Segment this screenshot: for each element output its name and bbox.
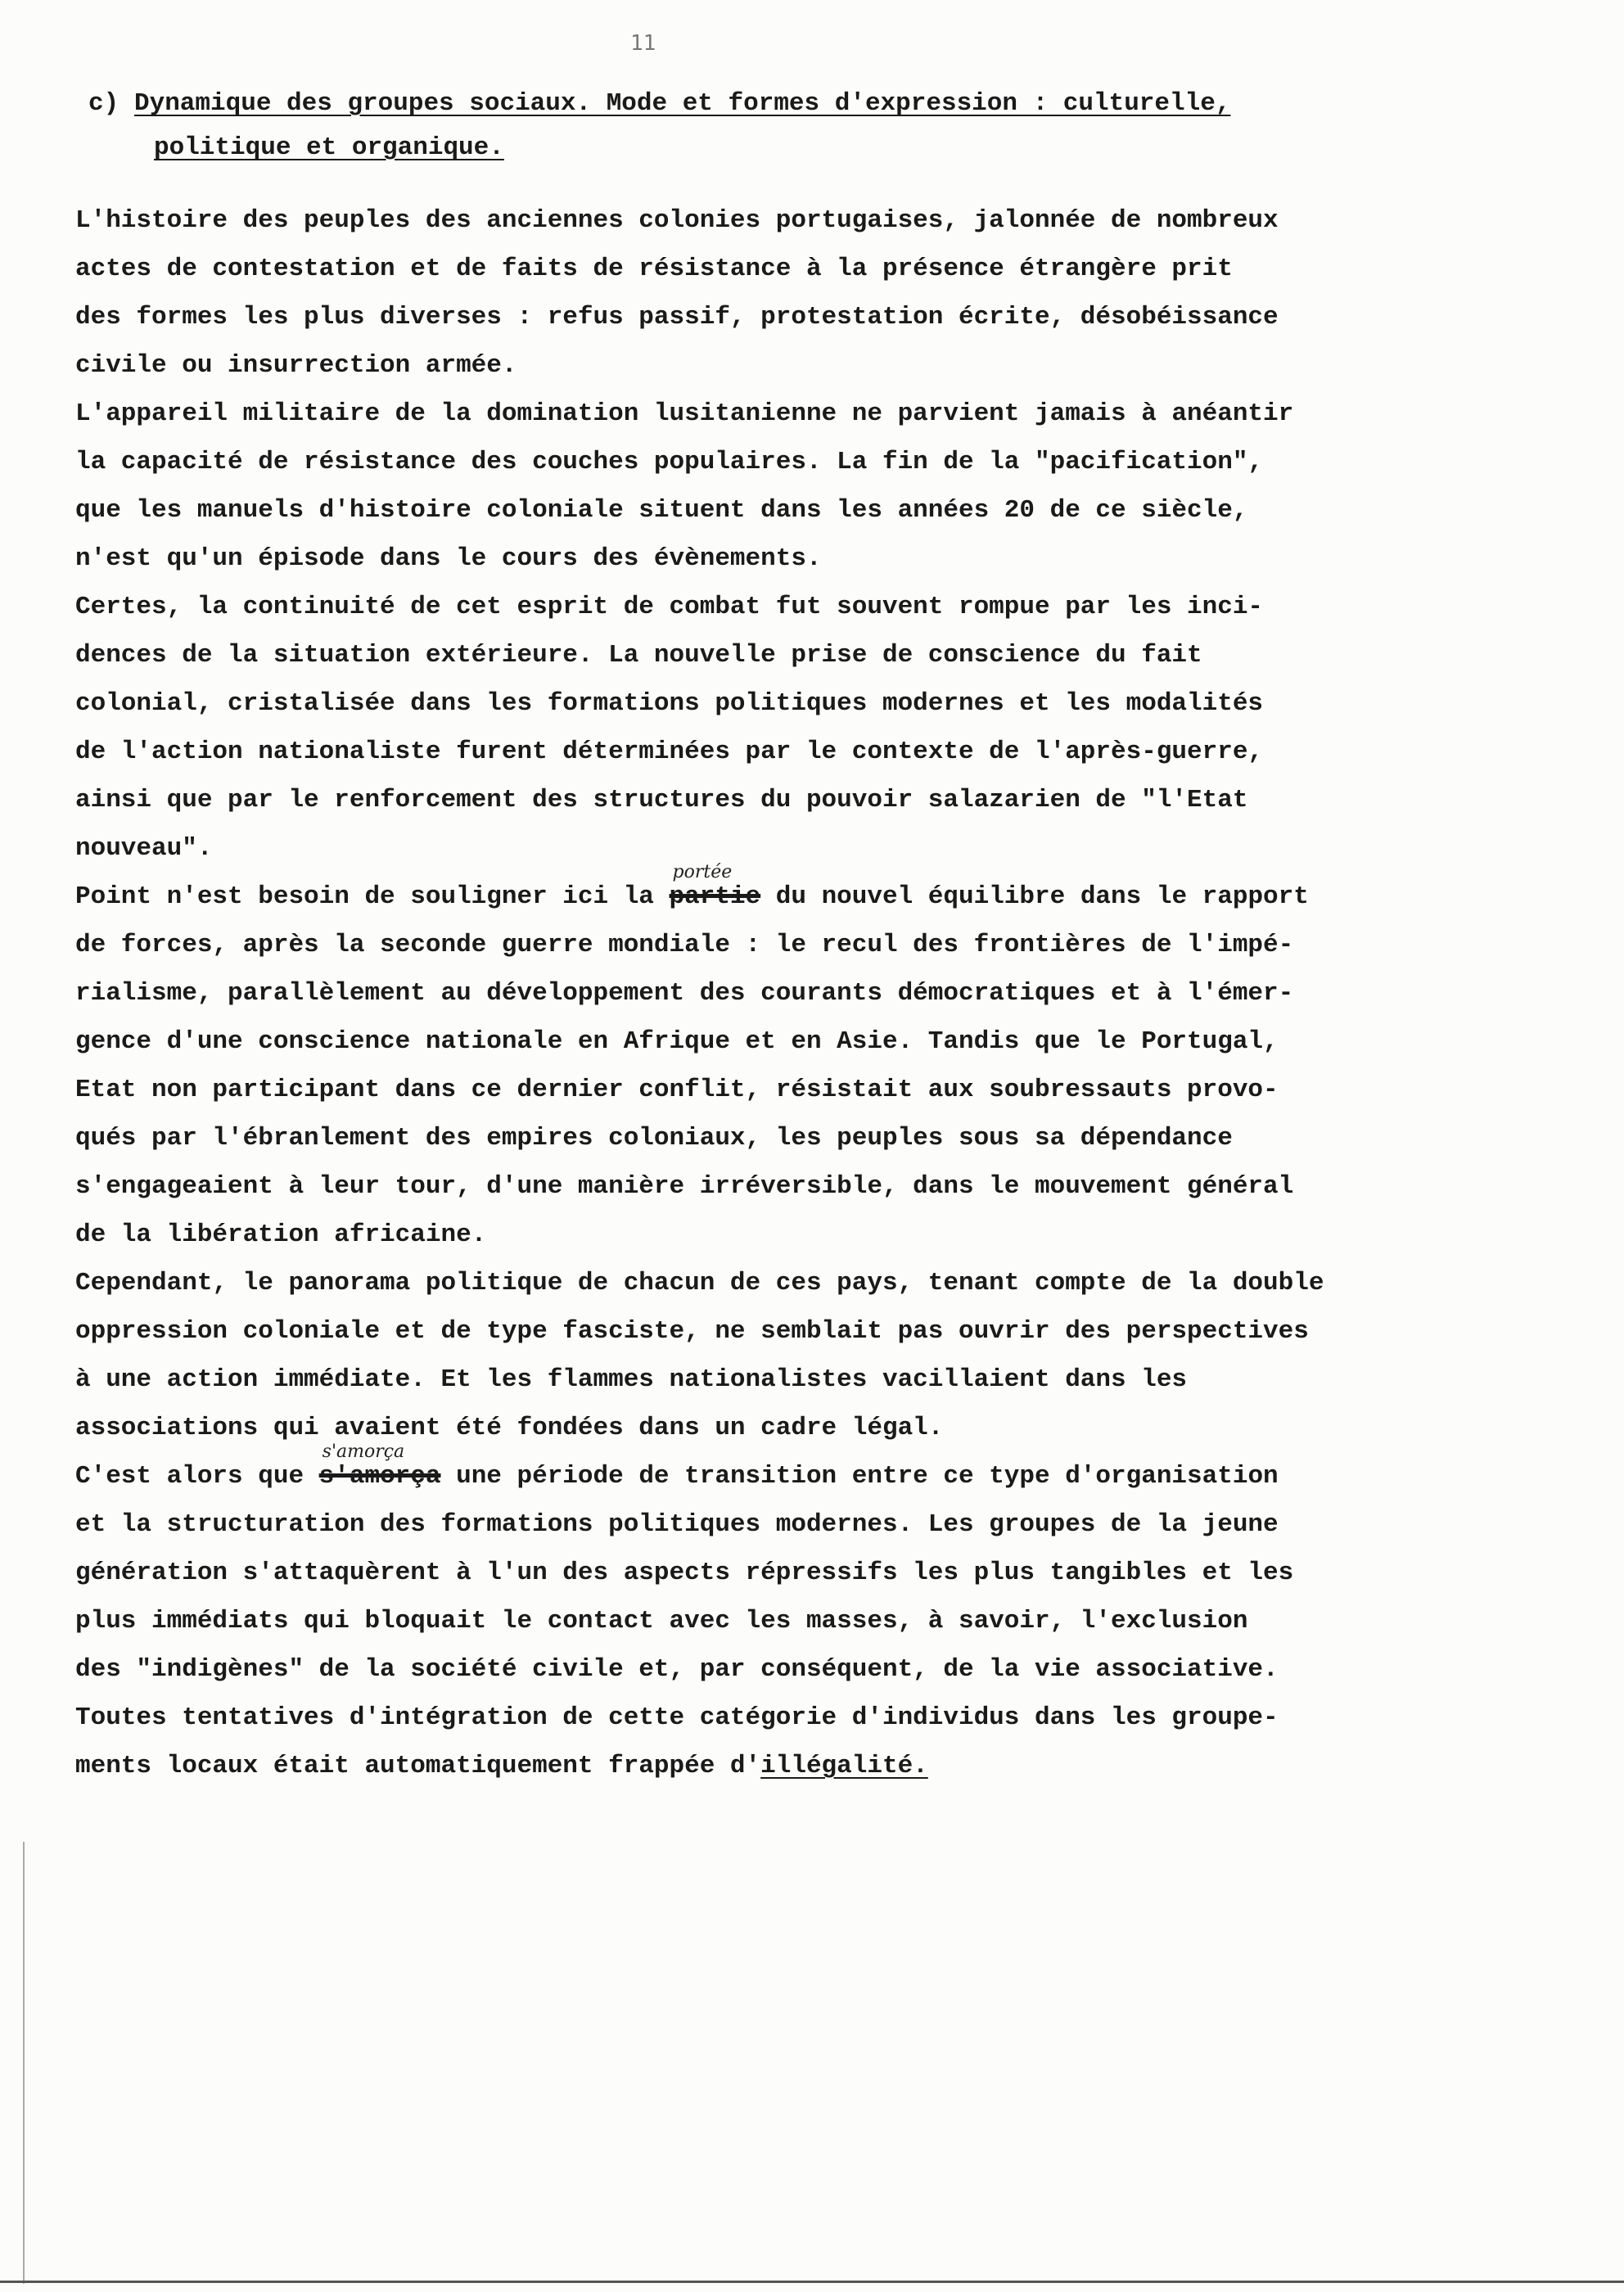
- text-line: [75, 1742, 1549, 1790]
- scan-margin-line: [23, 1842, 25, 2284]
- text-segment: une période de transition entre ce type d'organisation: [440, 1462, 1279, 1491]
- text-line: s'engageaient à leur tour, d'une manière irréversible, dans le mouvement général: [75, 1172, 1294, 1201]
- heading-line-1: Dynamique des groupes sociaux. Mode et formes d'expression : culturelle,: [134, 89, 1231, 118]
- text-line: de la libération africaine.: [75, 1220, 487, 1249]
- text-line: colonial, cristalisée dans les formations politiques modernes et les modalités: [75, 689, 1264, 718]
- text-line: L'histoire des peuples des anciennes colonies portugaises, jalonnée de nombreux: [75, 206, 1279, 235]
- page-number: 11: [630, 31, 656, 56]
- text-line: Etat non participant dans ce dernier conflit, résistait aux soubressauts provo-: [75, 1076, 1279, 1104]
- underlined-word: illégalité.: [760, 1752, 928, 1780]
- text-line: que les manuels d'histoire coloniale situent dans les années 20 de ce siècle,: [75, 496, 1248, 525]
- correction: [318, 1442, 441, 1500]
- text-line: Toutes tentatives d'intégration de cette catégorie d'individus dans les groupe-: [75, 1703, 1279, 1732]
- section-heading: [88, 82, 1480, 170]
- text-segment: C'est alors que: [75, 1462, 319, 1491]
- text-line: des "indigènes" de la société civile et, par conséquent, de la vie associative.: [75, 1655, 1279, 1684]
- text-line: gence d'une conscience nationale en Afrique et en Asie. Tandis que le Portugal,: [75, 1027, 1279, 1056]
- struck-word: partie: [669, 882, 761, 911]
- heading-line-2: politique et organique.: [154, 133, 504, 162]
- text-line: dences de la situation extérieure. La nouvelle prise de conscience du fait: [75, 641, 1202, 670]
- text-line: rialisme, parallèlement au développement des courants démocratiques et à l'émer-: [75, 979, 1294, 1008]
- text-line: de l'action nationaliste furent déterminées par le contexte de l'après-guerre,: [75, 738, 1264, 766]
- text-line: et la structuration des formations politiques modernes. Les groupes de la jeune: [75, 1510, 1279, 1539]
- text-line: L'appareil militaire de la domination lusitanienne ne parvient jamais à anéantir: [75, 399, 1294, 428]
- text-line: à une action immédiate. Et les flammes nationalistes vacillaient dans les: [75, 1365, 1188, 1394]
- text-line: Certes, la continuité de cet esprit de combat fut souvent rompue par les inci-: [75, 593, 1264, 621]
- handwritten-annotation: s'amorça: [322, 1442, 405, 1462]
- correction: [669, 862, 761, 921]
- text-line: ainsi que par le renforcement des structures du pouvoir salazarien de "l'Etat: [75, 786, 1248, 814]
- heading-prefix: c): [88, 89, 120, 118]
- text-line: plus immédiats qui bloquait le contact avec les masses, à savoir, l'exclusion: [75, 1607, 1248, 1636]
- struck-word: s'amorça: [318, 1462, 441, 1491]
- text-line: des formes les plus diverses : refus passif, protestation écrite, désobéissance: [75, 303, 1279, 332]
- text-line: qués par l'ébranlement des empires coloniaux, les peuples sous sa dépendance: [75, 1124, 1233, 1153]
- handwritten-annotation: portée: [672, 862, 733, 882]
- body-text: [75, 196, 1549, 1790]
- text-line: de forces, après la seconde guerre mondiale : le recul des frontières de l'impé-: [75, 931, 1294, 959]
- text-line: nouveau".: [75, 834, 213, 863]
- text-segment: du nouvel équilibre dans le rapport: [760, 882, 1309, 911]
- text-line: [75, 862, 1549, 921]
- text-line: actes de contestation et de faits de résistance à la présence étrangère prit: [75, 255, 1233, 283]
- text-segment: ments locaux était automatiquement frappée d': [75, 1752, 761, 1780]
- text-line: [75, 1442, 1549, 1500]
- text-line: génération s'attaquèrent à l'un des aspects répressifs les plus tangibles et les: [75, 1559, 1294, 1587]
- text-line: civile ou insurrection armée.: [75, 351, 517, 380]
- text-line: oppression coloniale et de type fasciste, ne semblait pas ouvrir des perspectives: [75, 1317, 1309, 1346]
- scan-bottom-edge: [0, 2281, 1624, 2283]
- text-line: n'est qu'un épisode dans le cours des évènements.: [75, 544, 822, 573]
- text-line: associations qui avaient été fondées dans un cadre légal.: [75, 1414, 944, 1442]
- text-line: la capacité de résistance des couches populaires. La fin de la "pacification",: [75, 448, 1264, 476]
- text-segment: Point n'est besoin de souligner ici la: [75, 882, 670, 911]
- text-line: Cependant, le panorama politique de chacun de ces pays, tenant compte de la double: [75, 1269, 1324, 1297]
